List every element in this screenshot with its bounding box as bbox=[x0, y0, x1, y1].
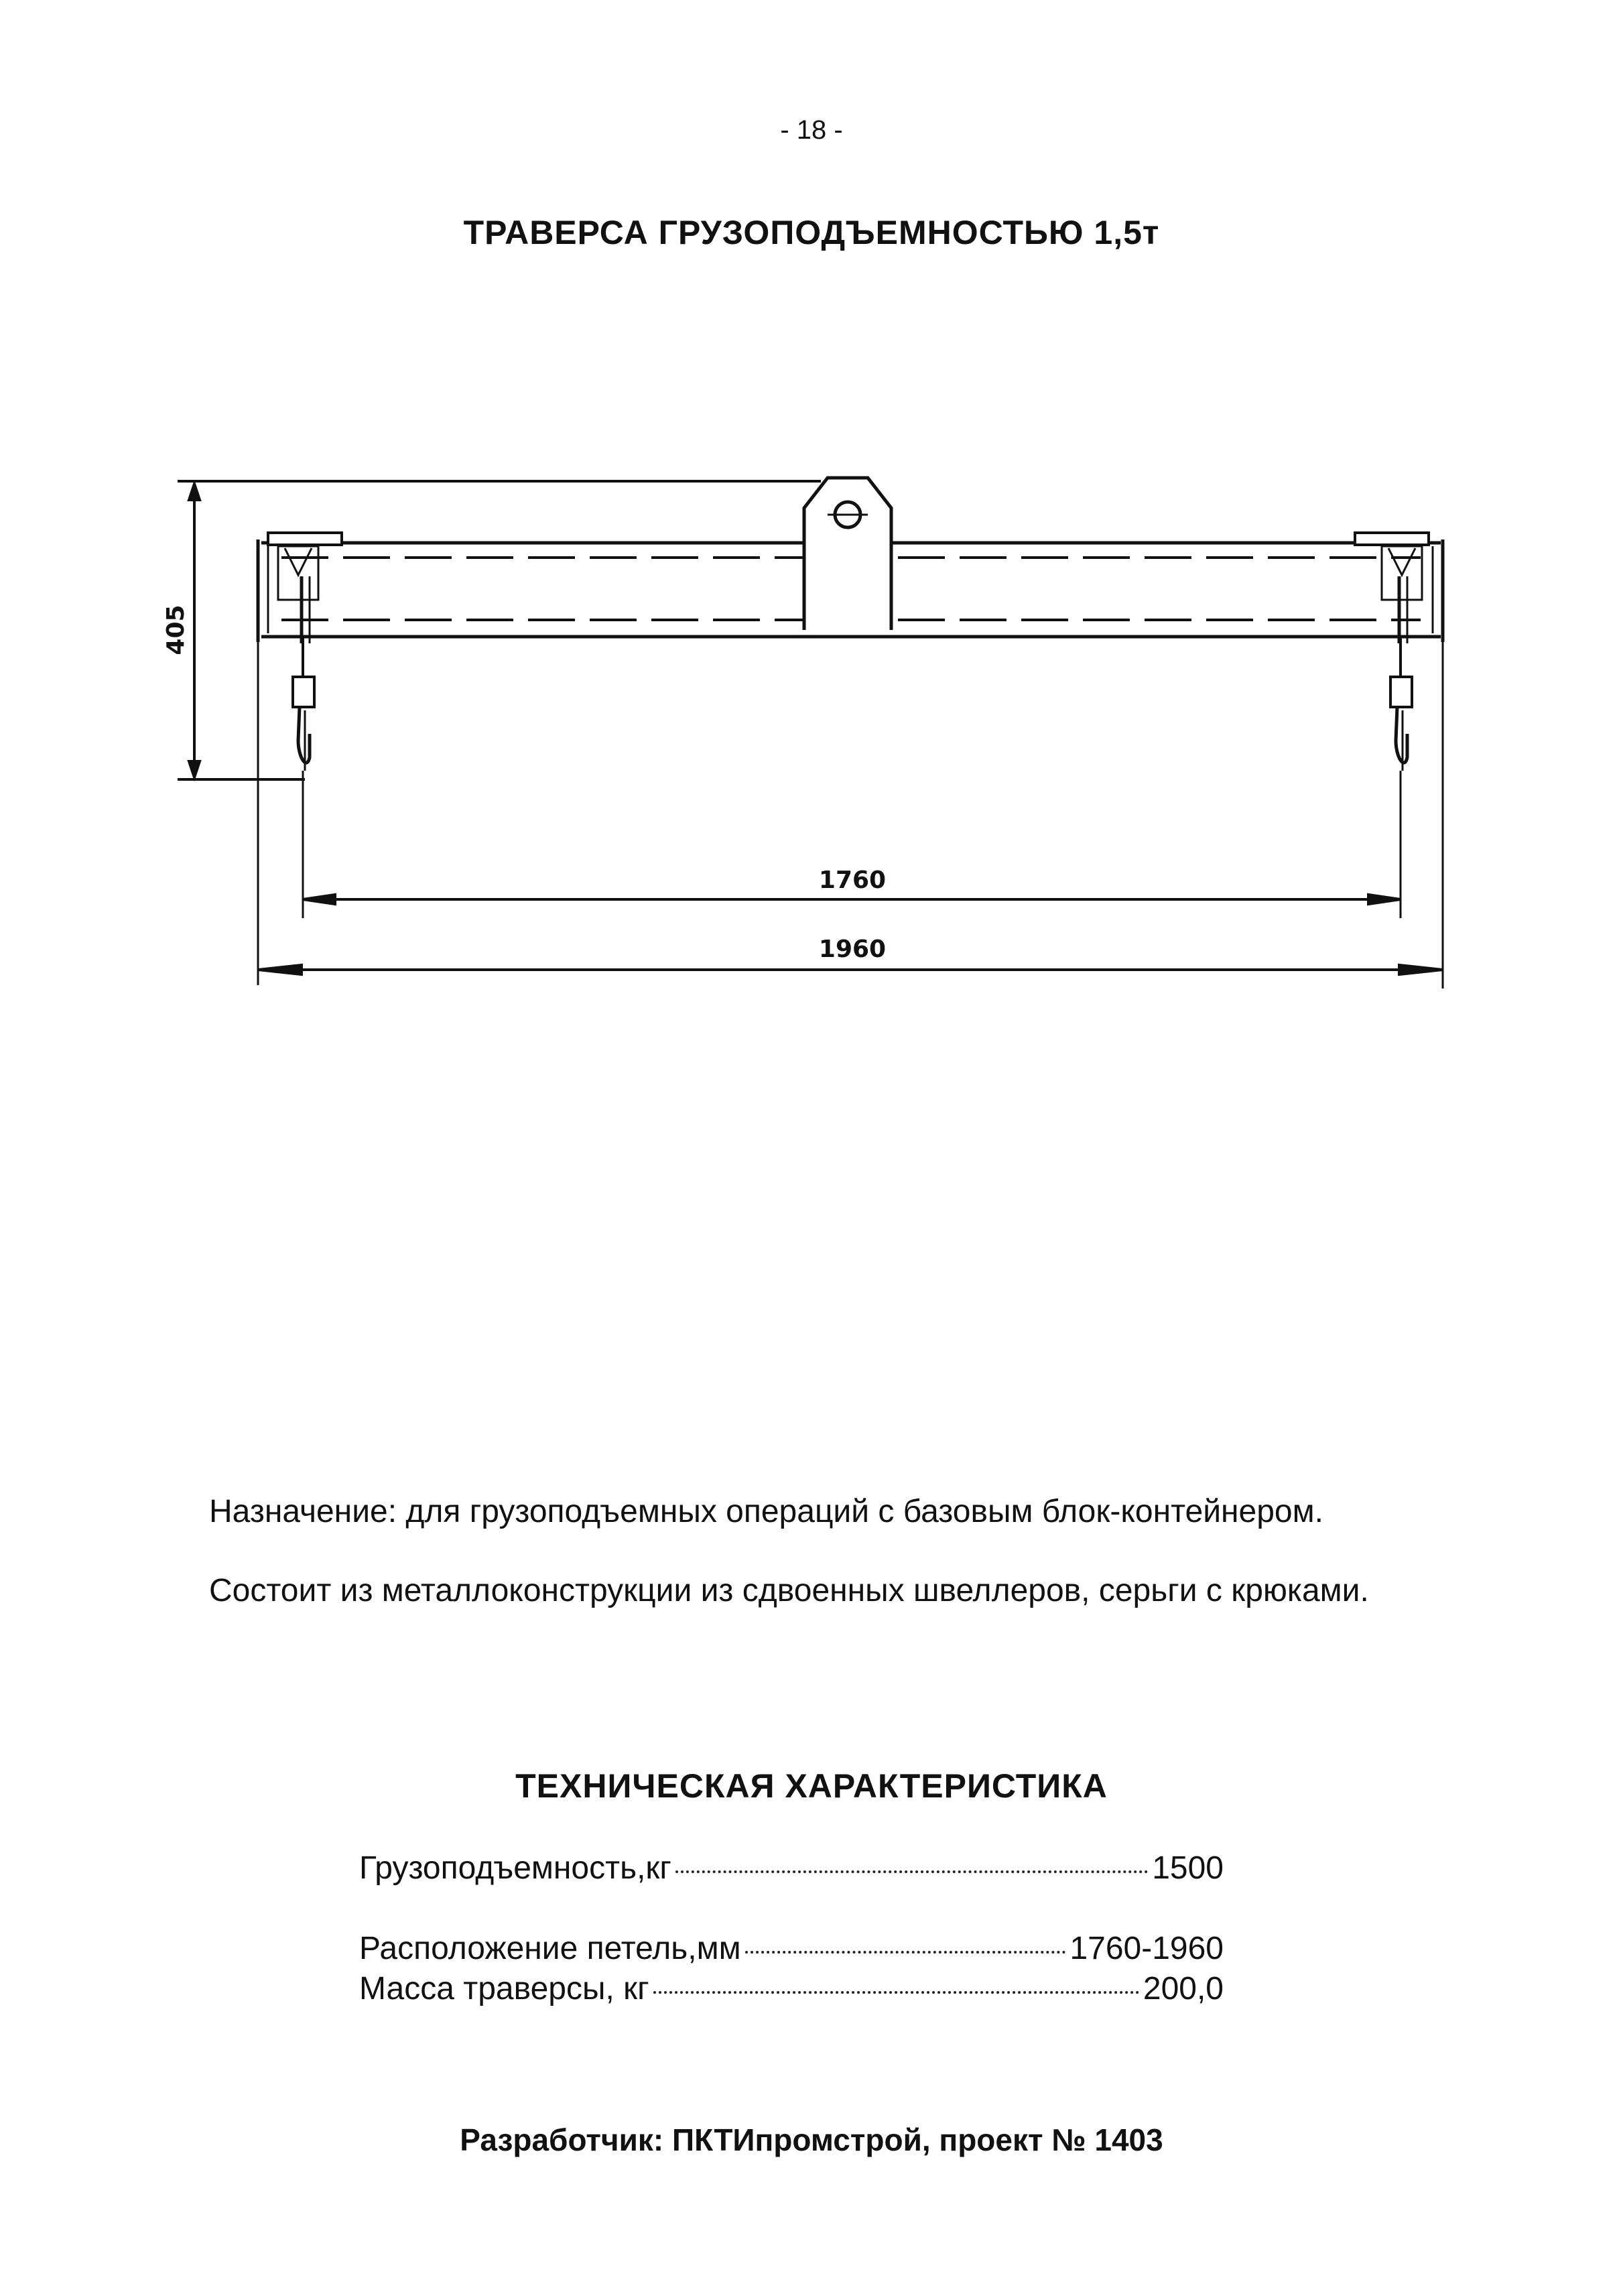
specs-title: ТЕХНИЧЕСКАЯ ХАРАКТЕРИСТИКА bbox=[515, 1767, 1108, 1805]
spec-row-capacity bbox=[359, 1850, 1224, 1887]
dimension-inner-label: 1760 bbox=[818, 867, 887, 894]
composition-text: Состоит из металлоконструкции из сдвоенных швеллеров, серьги с крюками. bbox=[209, 1573, 1369, 1608]
spec-label: Грузоподъемность,кг bbox=[359, 1850, 671, 1886]
leader-dots bbox=[653, 1991, 1139, 1994]
leader-dots bbox=[745, 1951, 1066, 1954]
dimension-outer-label: 1960 bbox=[818, 936, 887, 963]
spec-label: Расположение петель,мм bbox=[359, 1931, 741, 1966]
dimension-height-label: 405 bbox=[162, 604, 190, 655]
traverse-drawing bbox=[0, 0, 1623, 1005]
purpose-text: Назначение: для грузоподъемных операций с базовым блок-контейнером. bbox=[209, 1494, 1323, 1529]
page-number: - 18 - bbox=[780, 115, 843, 145]
spec-label: Масса траверсы, кг bbox=[359, 1971, 649, 2006]
spec-row-mass bbox=[359, 1970, 1224, 2007]
spec-row-loop-spacing bbox=[359, 1930, 1224, 1967]
page-title: ТРАВЕРСА ГРУЗОПОДЪЕМНОСТЬЮ 1,5т bbox=[463, 214, 1160, 251]
spec-value: 1760-1960 bbox=[1069, 1931, 1224, 1966]
spec-value: 200,0 bbox=[1143, 1971, 1224, 2006]
developer-credit: Разработчик: ПКТИпромстрой, проект № 1403 bbox=[460, 2122, 1163, 2157]
leader-dots bbox=[675, 1870, 1148, 1873]
spec-value: 1500 bbox=[1152, 1850, 1224, 1886]
